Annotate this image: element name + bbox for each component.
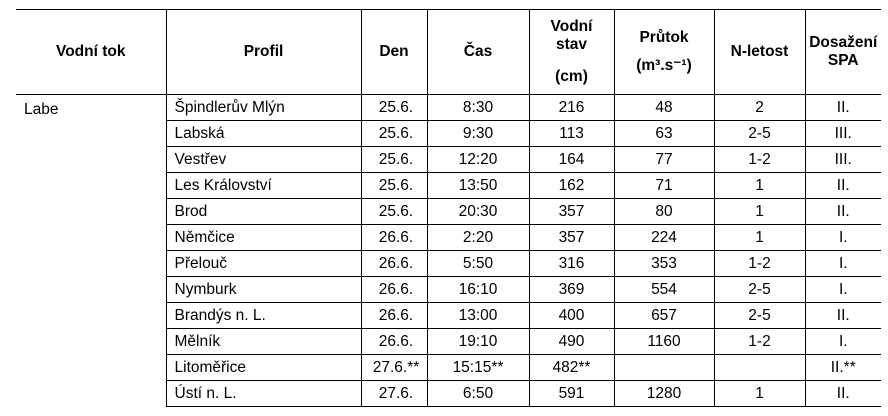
cell-spa: II.** <box>805 355 881 381</box>
header-den: Den <box>361 10 427 95</box>
cell-cas: 16:10 <box>427 277 529 303</box>
cell-n: 1-2 <box>714 147 805 173</box>
cell-cas: 9:30 <box>427 121 529 147</box>
cell-stav: 400 <box>529 303 614 329</box>
cell-stav: 164 <box>529 147 614 173</box>
cell-cas: 2:20 <box>427 225 529 251</box>
cell-n: 1 <box>714 199 805 225</box>
cell-cas: 13:00 <box>427 303 529 329</box>
header-vodni-stav <box>529 10 614 95</box>
table-body <box>16 95 881 407</box>
cell-prutok: 77 <box>614 147 714 173</box>
cell-spa: III. <box>805 121 881 147</box>
cell-spa: II. <box>805 95 881 121</box>
header-prutok-label: Průtok <box>639 29 689 46</box>
cell-prutok: 224 <box>614 225 714 251</box>
cell-n: 1 <box>714 173 805 199</box>
flood-table <box>16 9 881 407</box>
header-stav-unit: (cm) <box>555 68 588 85</box>
cell-spa: II. <box>805 303 881 329</box>
cell-spa: II. <box>805 199 881 225</box>
cell-profil: Němčice <box>166 225 361 251</box>
header-vodni-tok: Vodní tok <box>16 10 166 95</box>
cell-n: 1-2 <box>714 329 805 355</box>
cell-profil: Vestřev <box>166 147 361 173</box>
cell-cas: 20:30 <box>427 199 529 225</box>
cell-cas: 12:20 <box>427 147 529 173</box>
cell-den: 27.6. <box>361 381 427 407</box>
cell-spa: I. <box>805 225 881 251</box>
cell-den: 26.6. <box>361 329 427 355</box>
cell-stav: 316 <box>529 251 614 277</box>
cell-prutok: 71 <box>614 173 714 199</box>
cell-profil: Nymburk <box>166 277 361 303</box>
cell-n: 1 <box>714 225 805 251</box>
cell-spa: III. <box>805 147 881 173</box>
cell-stav: 490 <box>529 329 614 355</box>
header-stav-line2: stav <box>555 36 588 53</box>
cell-stav: 357 <box>529 225 614 251</box>
cell-stav: 216 <box>529 95 614 121</box>
cell-stav: 162 <box>529 173 614 199</box>
cell-profil: Mělník <box>166 329 361 355</box>
cell-den: 26.6. <box>361 277 427 303</box>
cell-prutok <box>614 355 714 381</box>
cell-cas: 13:50 <box>427 173 529 199</box>
cell-spa: II. <box>805 173 881 199</box>
cell-profil: Labská <box>166 121 361 147</box>
cell-prutok: 80 <box>614 199 714 225</box>
cell-n: 1-2 <box>714 251 805 277</box>
cell-prutok: 63 <box>614 121 714 147</box>
cell-profil: Les Království <box>166 173 361 199</box>
cell-den: 25.6. <box>361 147 427 173</box>
cell-n: 2 <box>714 95 805 121</box>
cell-spa: I. <box>805 329 881 355</box>
header-prutok <box>614 10 714 95</box>
cell-stav: 482** <box>529 355 614 381</box>
cell-stav: 369 <box>529 277 614 303</box>
table-row <box>16 95 881 121</box>
cell-n: 2-5 <box>714 303 805 329</box>
cell-den: 25.6. <box>361 121 427 147</box>
cell-n <box>714 355 805 381</box>
cell-spa: II. <box>805 381 881 407</box>
cell-prutok: 353 <box>614 251 714 277</box>
cell-den: 26.6. <box>361 251 427 277</box>
header-cas: Čas <box>427 10 529 95</box>
cell-cas: 8:30 <box>427 95 529 121</box>
cell-den: 25.6. <box>361 173 427 199</box>
cell-cas: 19:10 <box>427 329 529 355</box>
cell-prutok: 554 <box>614 277 714 303</box>
cell-den: 25.6. <box>361 199 427 225</box>
header-stav-line1: Vodní <box>550 18 593 35</box>
cell-profil: Špindlerův Mlýn <box>166 95 361 121</box>
cell-stav: 113 <box>529 121 614 147</box>
cell-profil: Přelouč <box>166 251 361 277</box>
cell-prutok: 657 <box>614 303 714 329</box>
cell-cas: 5:50 <box>427 251 529 277</box>
header-prutok-unit: (m³.s⁻¹) <box>636 57 692 74</box>
header-spa-line2: SPA <box>827 52 859 69</box>
cell-profil: Ústí n. L. <box>166 381 361 407</box>
cell-den: 25.6. <box>361 95 427 121</box>
cell-cas: 6:50 <box>427 381 529 407</box>
cell-spa: I. <box>805 277 881 303</box>
cell-prutok: 48 <box>614 95 714 121</box>
header-profil: Profil <box>166 10 361 95</box>
cell-stav: 357 <box>529 199 614 225</box>
header-spa-line1: Dosažení <box>809 34 878 51</box>
cell-den: 27.6.** <box>361 355 427 381</box>
cell-prutok: 1280 <box>614 381 714 407</box>
cell-den: 26.6. <box>361 225 427 251</box>
cell-profil: Brod <box>166 199 361 225</box>
river-name: Labe <box>24 101 59 118</box>
cell-profil: Brandýs n. L. <box>166 303 361 329</box>
cell-profil: Litoměřice <box>166 355 361 381</box>
cell-n: 2-5 <box>714 121 805 147</box>
header-dosazeni-spa <box>805 10 881 95</box>
cell-stav: 591 <box>529 381 614 407</box>
cell-n: 1 <box>714 381 805 407</box>
cell-n: 2-5 <box>714 277 805 303</box>
cell-den: 26.6. <box>361 303 427 329</box>
cell-spa: I. <box>805 251 881 277</box>
cell-cas: 15:15** <box>427 355 529 381</box>
cell-prutok: 1160 <box>614 329 714 355</box>
header-n-letost: N-letost <box>714 10 805 95</box>
header-row <box>16 10 881 95</box>
